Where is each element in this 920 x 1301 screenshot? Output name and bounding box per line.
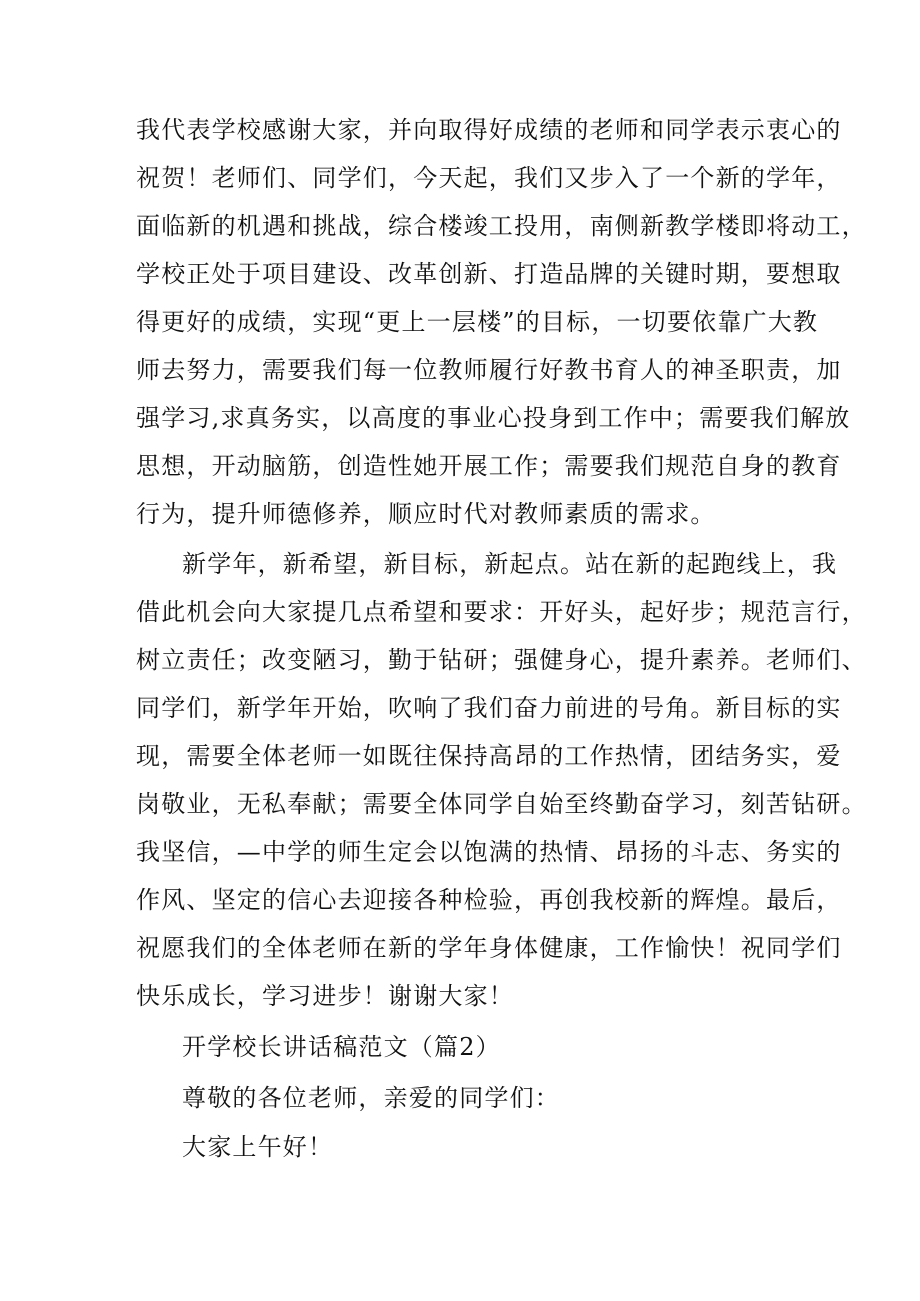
text-line: 现，需要全体老师一如既往保持高昂的工作热情，团结务实，爱 bbox=[136, 742, 842, 770]
text-line: 我代表学校感谢大家，并向取得好成绩的老师和同学表示衷心的 bbox=[136, 116, 842, 144]
text-line: 学校正处于项目建设、改革创新、打造品牌的关键时期，要想取 bbox=[136, 260, 842, 288]
salutation: 尊敬的各位老师，亲爱的同学们： bbox=[182, 1084, 560, 1112]
text-line: 行为，提升师德修养，顺应时代对教师素质的需求。 bbox=[136, 500, 716, 528]
text-line: 祝贺！老师们、同学们，今天起，我们又步入了一个新的学年， bbox=[136, 164, 842, 192]
text-line: 岗敬业，无私奉献；需要全体同学自始至终勤奋学习，刻苦钻研。 bbox=[136, 790, 867, 818]
text-line: 同学们，新学年开始，吹响了我们奋力前进的号角。新目标的实 bbox=[136, 694, 842, 722]
text-line: 面临新的机遇和挑战，综合楼竣工投用，南侧新教学楼即将动工， bbox=[136, 212, 867, 240]
text-line: 强学习,求真务实，以高度的事业心投身到工作中；需要我们解放 bbox=[136, 404, 851, 432]
text-line: 快乐成长，学习进步！谢谢大家！ bbox=[136, 982, 514, 1010]
text-line: 得更好的成绩，实现“更上一层楼”的目标，一切要依靠广大教 bbox=[136, 308, 819, 336]
text-line: 作风、坚定的信心去迎接各种检验，再创我校新的辉煌。最后， bbox=[136, 886, 842, 914]
section-heading: 开学校长讲话稿范文（篇2） bbox=[182, 1033, 501, 1061]
text-line: 师去努力，需要我们每一位教师履行好教书育人的神圣职责，加 bbox=[136, 356, 842, 384]
text-line: 思想，开动脑筋，创造性她开展工作；需要我们规范自身的教育 bbox=[136, 452, 842, 480]
greeting: 大家上午好！ bbox=[182, 1133, 334, 1161]
text-line: 祝愿我们的全体老师在新的学年身体健康，工作愉快！祝同学们 bbox=[136, 934, 842, 962]
text-line: 树立责任；改变陋习，勤于钻研；强健身心，提升素养。老师们、 bbox=[136, 646, 867, 674]
text-line: 借此机会向大家提几点希望和要求：开好头，起好步；规范言行， bbox=[136, 598, 867, 626]
text-line: 我坚信，—中学的师生定会以饱满的热情、昂扬的斗志、务实的 bbox=[136, 838, 842, 866]
text-line: 新学年，新希望，新目标，新起点。站在新的起跑线上，我 bbox=[182, 550, 838, 578]
